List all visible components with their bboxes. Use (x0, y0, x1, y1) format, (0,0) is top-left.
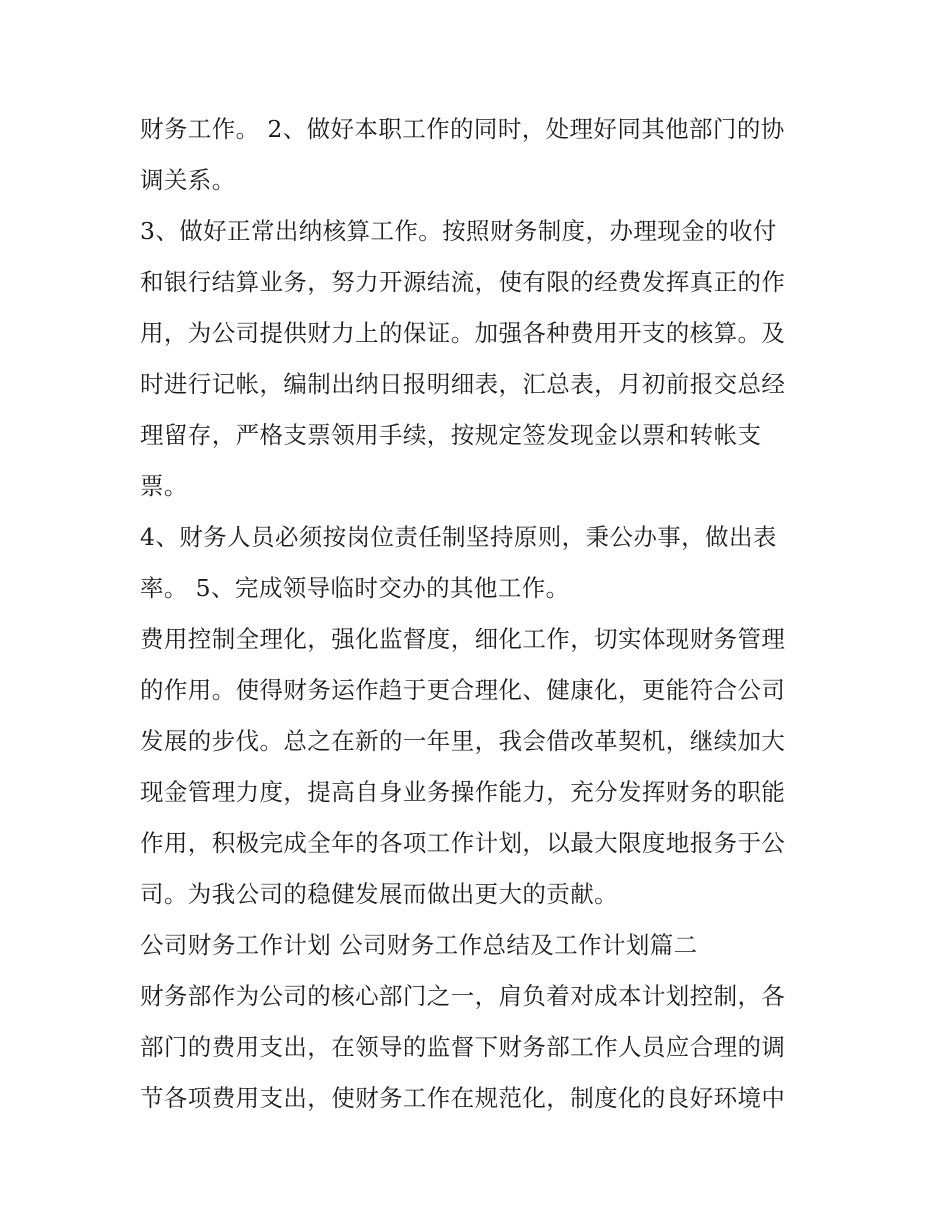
text-line-19: 部门的费用支出，在领导的监督下财务部工作人员应合理的调 (140, 1033, 786, 1061)
text-line-6: 时进行记帐，编制出纳日报明细表，汇总表，月初前报交总经 (140, 370, 786, 398)
text-line-14: 现金管理力度，提高自身业务操作能力，充分发挥财务的职能 (140, 778, 786, 806)
text-line-8: 票。 (140, 472, 188, 500)
text-line-5: 用，为公司提供财力上的保证。加强各种费用开支的核算。及 (140, 319, 786, 347)
text-line-9: 4、财务人员必须按岗位责任制坚持原则，秉公办事，做出表 (140, 523, 777, 551)
text-line-10: 率。 5、完成领导临时交办的其他工作。 (140, 574, 570, 602)
section-heading: 公司财务工作计划 公司财务工作总结及工作计划篇二 (140, 931, 698, 959)
text-line-3: 3、做好正常出纳核算工作。按照财务制度，办理现金的收付 (140, 217, 777, 245)
text-line-16: 司。为我公司的稳健发展而做出更大的贡献。 (140, 880, 618, 908)
text-line-4: 和银行结算业务，努力开源结流，使有限的经费发挥真正的作 (140, 268, 786, 296)
document-body (140, 104, 820, 1124)
text-line-20: 节各项费用支出，使财务工作在规范化，制度化的良好环境中 (140, 1084, 786, 1112)
text-line-18: 财务部作为公司的核心部门之一，肩负着对成本计划控制，各 (140, 982, 786, 1010)
text-line-13: 发展的步伐。总之在新的一年里，我会借改革契机，继续加大 (140, 727, 786, 755)
text-line-12: 的作用。使得财务运作趋于更合理化、健康化，更能符合公司 (140, 676, 786, 704)
text-line-11: 费用控制全理化，强化监督度，细化工作，切实体现财务管理 (140, 625, 786, 653)
text-line-1: 财务工作。 2、做好本职工作的同时，处理好同其他部门的协 (140, 115, 785, 143)
text-line-2: 调关系。 (140, 166, 236, 194)
text-line-15: 作用，积极完成全年的各项工作计划，以最大限度地报务于公 (140, 829, 786, 857)
text-line-7: 理留存，严格支票领用手续，按规定签发现金以票和转帐支 (140, 421, 762, 449)
